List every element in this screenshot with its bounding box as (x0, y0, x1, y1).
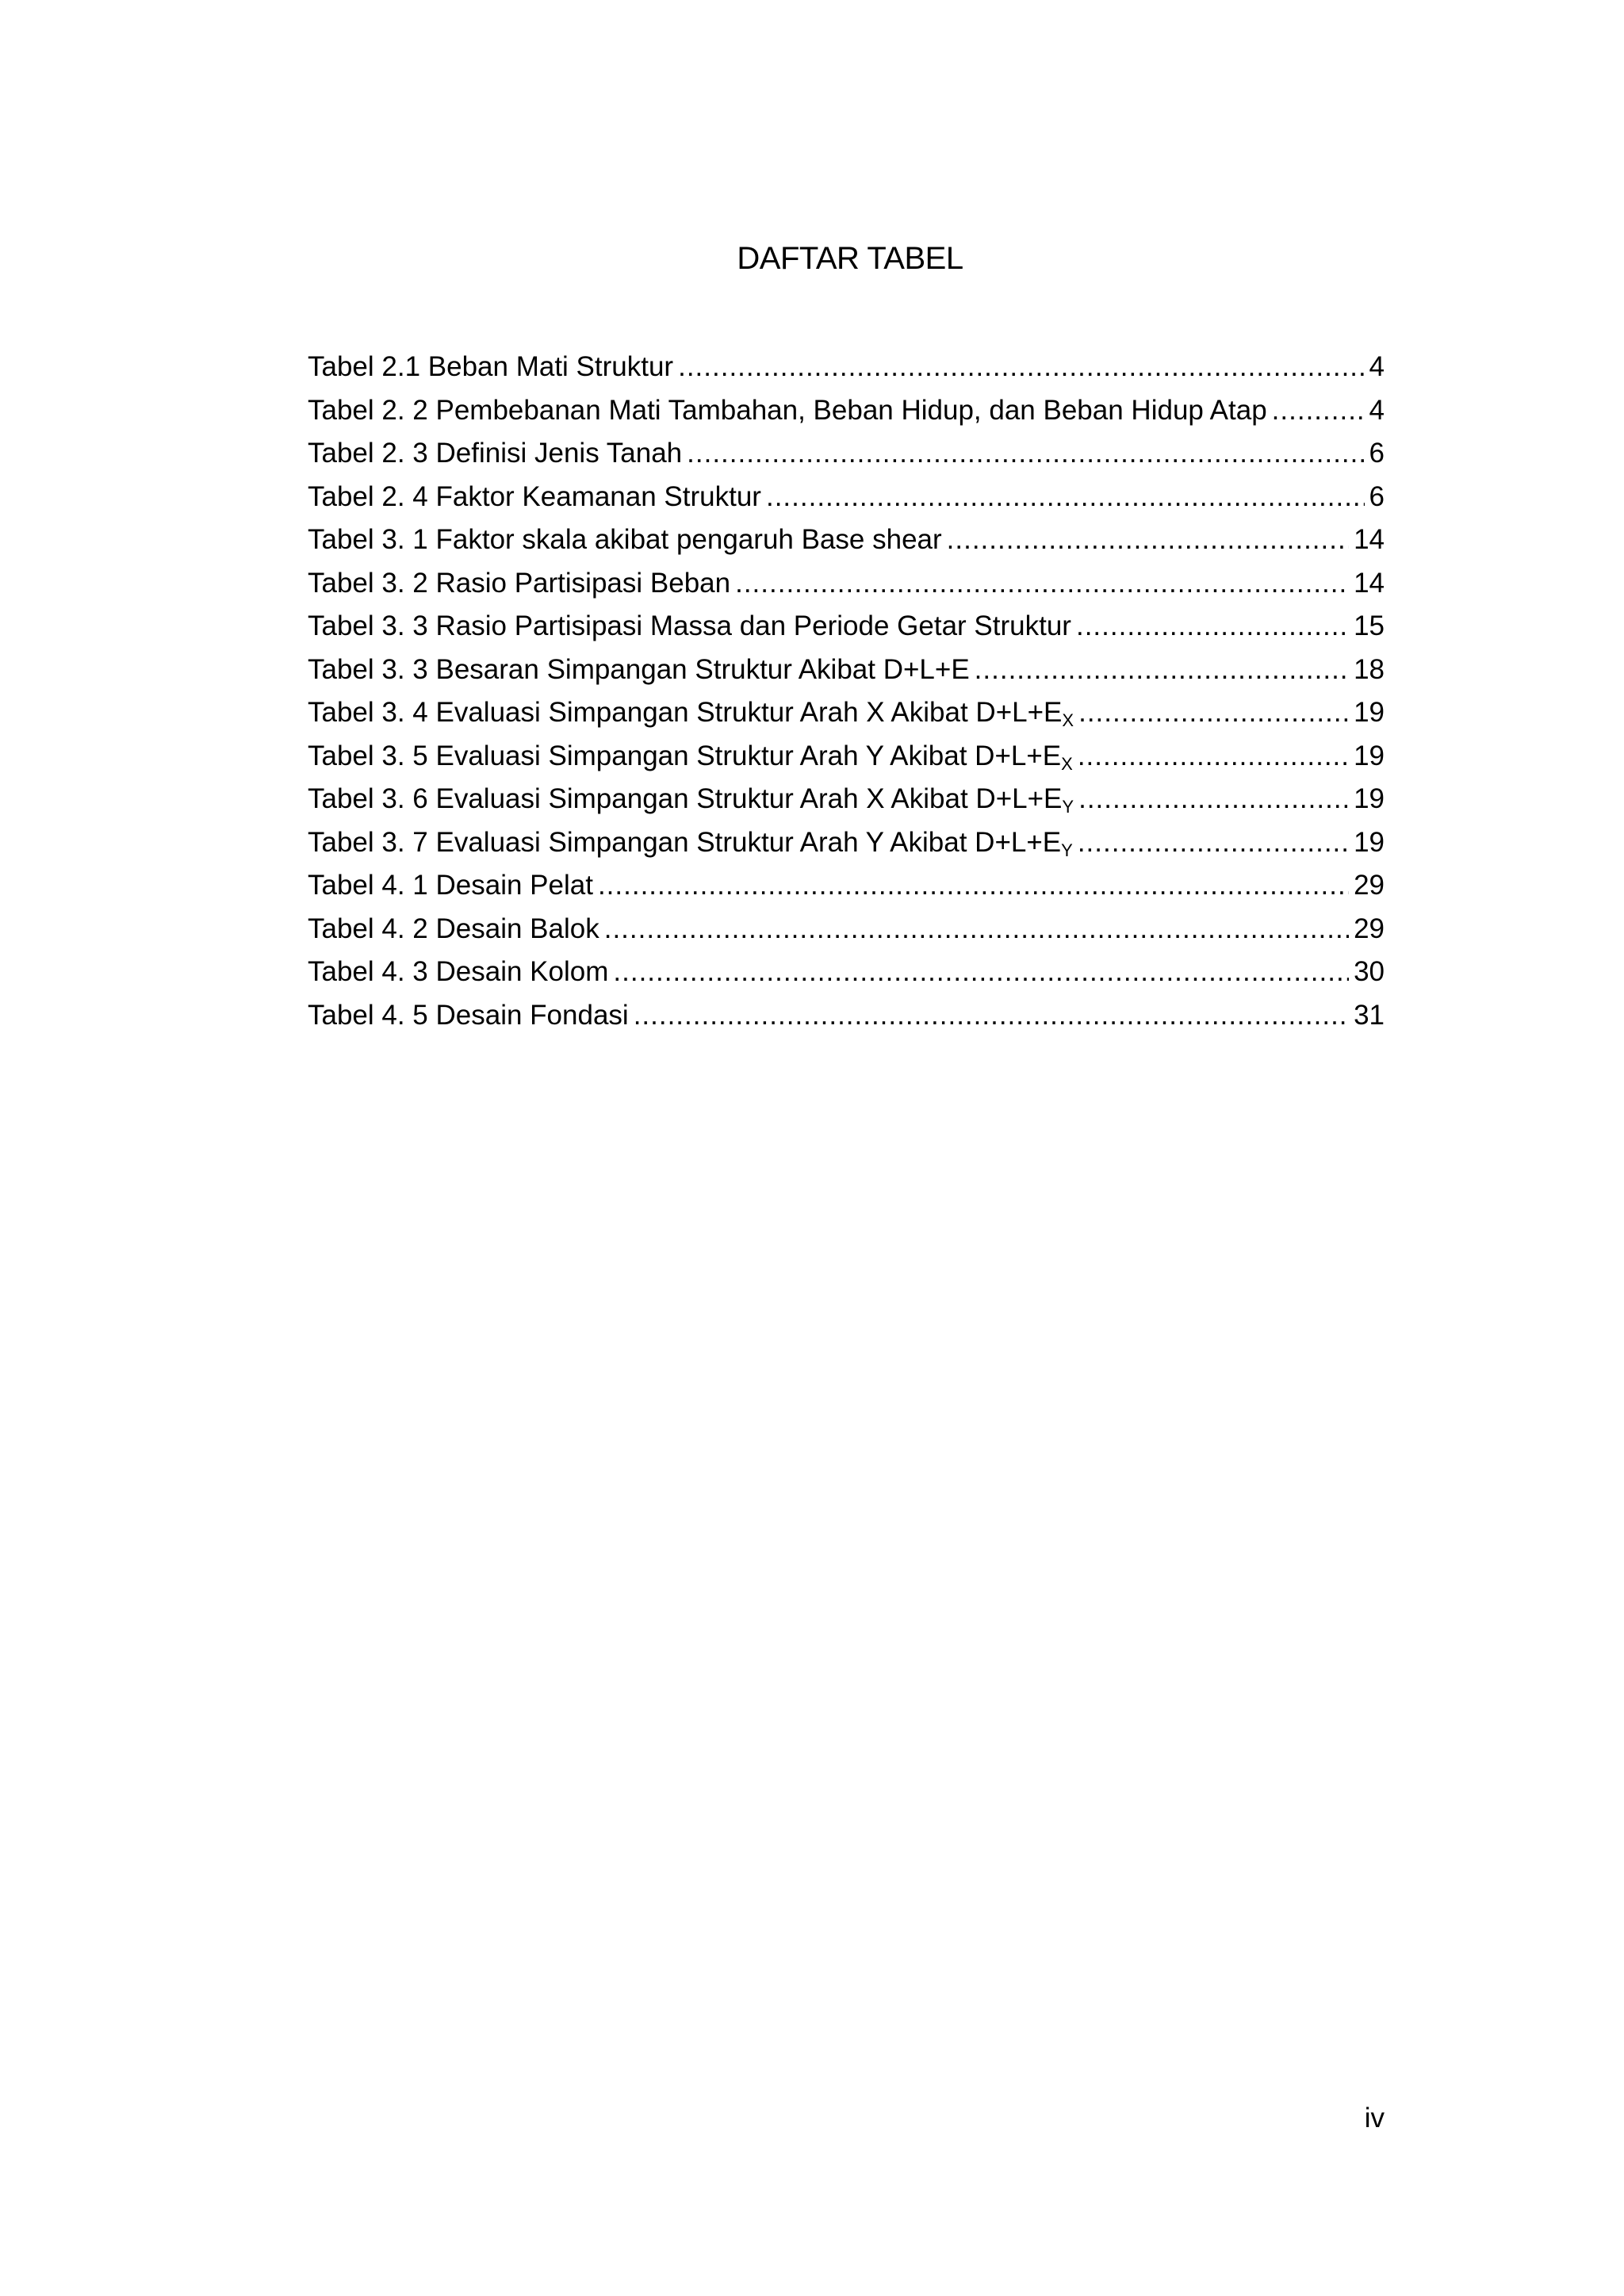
toc-entry-page: 6 (1369, 438, 1385, 469)
toc-entry-label: Tabel 4. 5 Desain Fondasi (308, 999, 629, 1031)
dot-leader (598, 864, 1349, 907)
toc-entry-label: Tabel 2.1 Beban Mati Struktur (308, 351, 674, 382)
toc-entry[interactable] (308, 735, 1385, 779)
toc-entry-label: Tabel 3. 4 Evaluasi Simpangan Struktur Arah X Akibat $D+L+E_X$ (308, 697, 1074, 730)
dot-leader (1272, 389, 1365, 432)
toc-entry[interactable] (308, 432, 1385, 476)
toc-entry-label: Tabel 3. 3 Besaran Simpangan Struktur Akibat D+L+E (308, 653, 970, 685)
toc-entry-page: 18 (1354, 653, 1385, 685)
toc-entry-label: Tabel 2. 4 Faktor Keamanan Struktur (308, 480, 761, 512)
dot-leader (1078, 691, 1349, 734)
dot-leader (1076, 605, 1349, 648)
dot-leader (947, 519, 1349, 561)
dot-leader (1078, 821, 1349, 864)
toc-entry-page: 29 (1354, 870, 1385, 901)
dot-leader (1078, 735, 1349, 778)
toc-entry[interactable] (308, 649, 1385, 692)
toc-entry-page: 29 (1354, 913, 1385, 944)
toc-entry-page: 31 (1354, 999, 1385, 1031)
toc-entry-label: Tabel 4. 2 Desain Balok (308, 913, 599, 944)
toc-entry-page: 15 (1354, 610, 1385, 641)
toc-entry-page: 4 (1369, 394, 1385, 426)
toc-entry[interactable] (308, 562, 1385, 606)
toc-entry-label: Tabel 3. 7 Evaluasi Simpangan Struktur Arah Y Akibat $D+L+E_Y$ (308, 826, 1073, 860)
toc-entry-page: 14 (1354, 567, 1385, 599)
toc-entry-page: 4 (1369, 351, 1385, 382)
toc-entry[interactable] (308, 951, 1385, 994)
toc-entry-label: Tabel 3. 5 Evaluasi Simpangan Struktur Arah Y Akibat $D+L+E_X$ (308, 740, 1073, 774)
toc-entry-label: Tabel 3. 6 Evaluasi Simpangan Struktur Arah X Akibat $D+L+E_Y$ (308, 783, 1074, 817)
toc-entry[interactable] (308, 605, 1385, 649)
table-of-tables (308, 346, 1385, 1037)
toc-entry-page: 19 (1354, 740, 1385, 771)
toc-entry-label: Tabel 4. 3 Desain Kolom (308, 956, 609, 987)
toc-entry[interactable] (308, 864, 1385, 908)
page-title: DAFTAR TABEL (737, 241, 963, 276)
toc-entry-label: Tabel 3. 3 Rasio Partisipasi Massa dan Periode Getar Struktur (308, 610, 1071, 641)
toc-entry[interactable] (308, 389, 1385, 433)
toc-entry-label: Tabel 3. 2 Rasio Partisipasi Beban (308, 567, 731, 599)
toc-entry[interactable] (308, 476, 1385, 519)
dot-leader (613, 951, 1349, 993)
toc-entry-page: 19 (1354, 826, 1385, 858)
dot-leader (975, 649, 1349, 691)
toc-entry-page: 14 (1354, 524, 1385, 555)
toc-entry-page: 30 (1354, 956, 1385, 987)
toc-entry[interactable] (308, 994, 1385, 1038)
dot-leader (604, 908, 1349, 951)
toc-entry-label: Tabel 2. 3 Definisi Jenis Tanah (308, 438, 683, 469)
toc-entry[interactable] (308, 778, 1385, 821)
toc-entry-label: Tabel 4. 1 Desain Pelat (308, 870, 593, 901)
toc-entry-label: Tabel 3. 1 Faktor skala akibat pengaruh Base shear (308, 524, 942, 555)
toc-entry[interactable] (308, 691, 1385, 735)
toc-entry[interactable] (308, 908, 1385, 951)
toc-entry[interactable] (308, 821, 1385, 865)
dot-leader (634, 994, 1349, 1037)
toc-entry-page: 19 (1354, 783, 1385, 814)
toc-entry-page: 19 (1354, 697, 1385, 728)
dot-leader (766, 476, 1365, 519)
toc-entry-page: 6 (1369, 480, 1385, 512)
dot-leader (678, 346, 1364, 388)
dot-leader (687, 432, 1364, 475)
toc-entry[interactable] (308, 519, 1385, 562)
toc-entry[interactable] (308, 346, 1385, 389)
dot-leader (1078, 778, 1349, 821)
toc-entry-label: Tabel 2. 2 Pembebanan Mati Tambahan, Beban Hidup, dan Beban Hidup Atap (308, 394, 1267, 426)
page-number: iv (1364, 2103, 1385, 2133)
dot-leader (735, 562, 1349, 605)
